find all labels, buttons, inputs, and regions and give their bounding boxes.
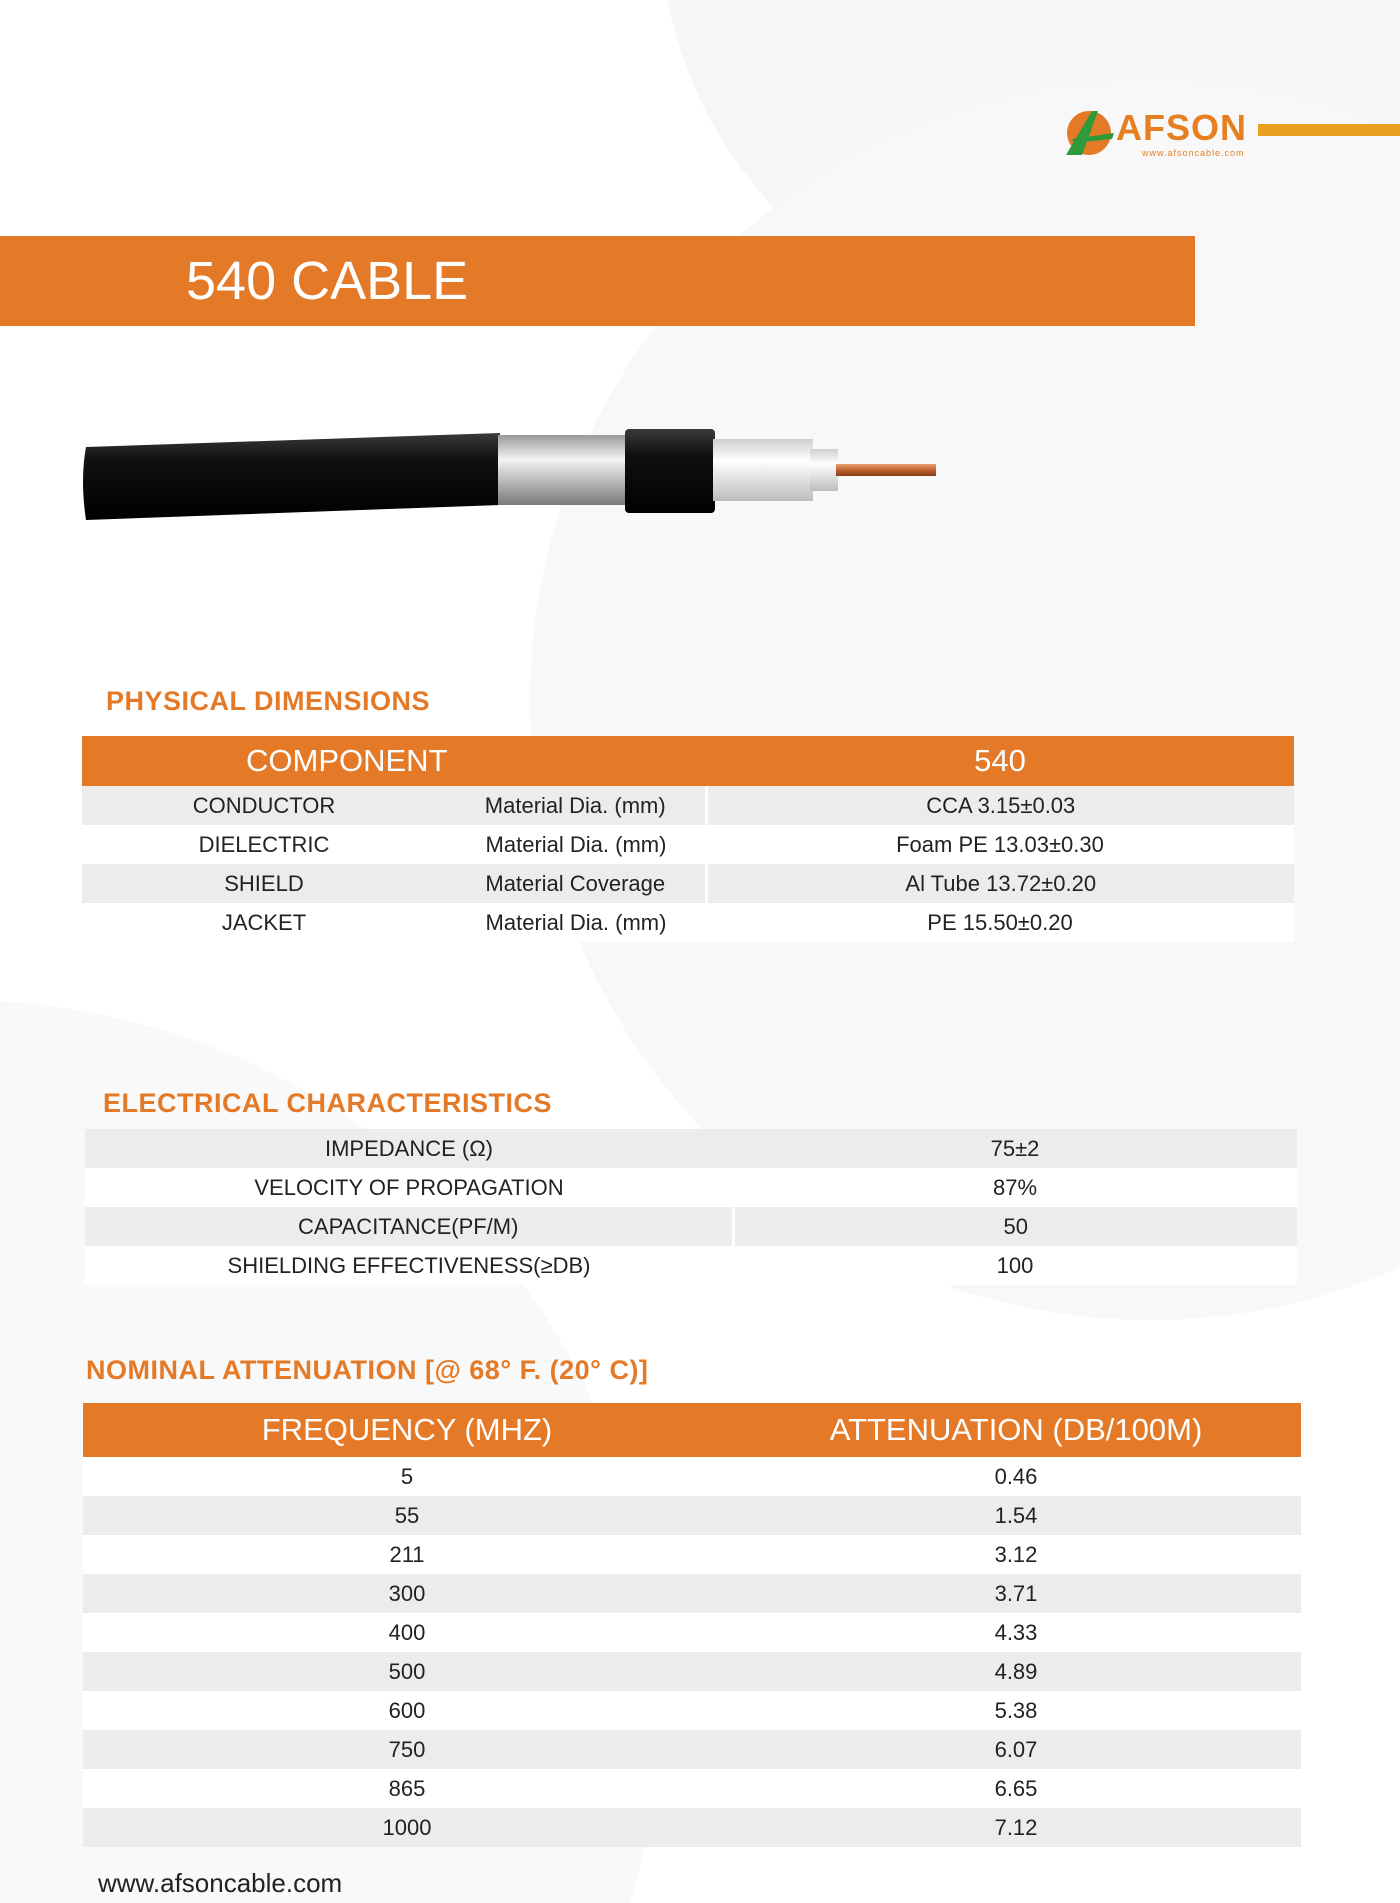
table-row: [83, 1769, 1301, 1808]
table-row: [83, 1652, 1301, 1691]
table-row: [83, 1457, 1301, 1496]
attenuation-cell: 4.89: [731, 1652, 1301, 1691]
component-column-header: COMPONENT: [82, 736, 706, 786]
attenuation-cell: 3.12: [731, 1535, 1301, 1574]
attenuation-cell: 0.46: [731, 1457, 1301, 1496]
property-cell: Material Coverage: [446, 864, 706, 903]
frequency-column-header: FREQUENCY (MHZ): [83, 1403, 731, 1457]
attenuation-table-header: [83, 1403, 1301, 1457]
attenuation-cell: 3.71: [731, 1574, 1301, 1613]
value-cell: PE 15.50±0.20: [706, 903, 1294, 942]
table-row: [85, 1207, 1297, 1246]
frequency-cell: 300: [83, 1574, 731, 1613]
table-row: [85, 1129, 1297, 1168]
value-cell: Foam PE 13.03±0.30: [706, 825, 1294, 864]
component-cell: SHIELD: [82, 864, 446, 903]
table-row: [83, 1496, 1301, 1535]
table-row: [83, 1535, 1301, 1574]
frequency-cell: 55: [83, 1496, 731, 1535]
electrical-characteristics-heading: ELECTRICAL CHARACTERISTICS: [103, 1088, 553, 1118]
property-cell: Material Dia. (mm): [446, 825, 706, 864]
electrical-characteristics-table: [85, 1129, 1297, 1285]
value-cell: 100: [733, 1246, 1297, 1285]
title-banner: [0, 236, 1195, 326]
property-cell: Material Dia. (mm): [446, 903, 706, 942]
attenuation-column-header: ATTENUATION (DB/100M): [731, 1403, 1301, 1457]
physical-table-header: [82, 736, 1294, 786]
page-title: 540 CABLE: [186, 251, 469, 311]
cable-image: [80, 425, 980, 535]
logo-mark-icon: [1062, 107, 1120, 159]
table-row: [83, 1613, 1301, 1652]
component-cell: DIELECTRIC: [82, 825, 446, 864]
physical-dimensions-heading: PHYSICAL DIMENSIONS: [106, 686, 431, 716]
physical-dimensions-table: [82, 736, 1294, 942]
attenuation-cell: 1.54: [731, 1496, 1301, 1535]
component-cell: CONDUCTOR: [82, 786, 446, 825]
frequency-cell: 211: [83, 1535, 731, 1574]
footer-website-link[interactable]: www.afsoncable.com: [98, 1868, 343, 1898]
table-row: [85, 1246, 1297, 1285]
value-cell: 50: [733, 1207, 1297, 1246]
frequency-cell: 600: [83, 1691, 731, 1730]
model-column-header: 540: [706, 736, 1294, 786]
value-cell: 87%: [733, 1168, 1297, 1207]
attenuation-cell: 6.65: [731, 1769, 1301, 1808]
attenuation-cell: 6.07: [731, 1730, 1301, 1769]
property-cell: Material Dia. (mm): [446, 786, 706, 825]
table-row: [82, 786, 1294, 825]
table-row: [83, 1808, 1301, 1847]
parameter-cell: SHIELDING EFFECTIVENESS(≥DB): [85, 1246, 733, 1285]
value-cell: Al Tube 13.72±0.20: [706, 864, 1294, 903]
parameter-cell: CAPACITANCE(PF/M): [85, 1207, 733, 1246]
table-row: [82, 825, 1294, 864]
frequency-cell: 750: [83, 1730, 731, 1769]
afson-logo: [1062, 105, 1247, 161]
parameter-cell: VELOCITY OF PROPAGATION: [85, 1168, 733, 1207]
frequency-cell: 5: [83, 1457, 731, 1496]
nominal-attenuation-heading: NOMINAL ATTENUATION [@ 68° F. (20° C)]: [86, 1355, 649, 1385]
frequency-cell: 400: [83, 1613, 731, 1652]
frequency-cell: 500: [83, 1652, 731, 1691]
table-row: [83, 1730, 1301, 1769]
value-cell: 75±2: [733, 1129, 1297, 1168]
frequency-cell: 865: [83, 1769, 731, 1808]
attenuation-table: [83, 1403, 1301, 1847]
table-row: [82, 864, 1294, 903]
component-cell: JACKET: [82, 903, 446, 942]
logo-subtext: www.afsoncable.com: [1142, 148, 1245, 158]
frequency-cell: 1000: [83, 1808, 731, 1847]
parameter-cell: IMPEDANCE (Ω): [85, 1129, 733, 1168]
table-row: [83, 1691, 1301, 1730]
attenuation-cell: 4.33: [731, 1613, 1301, 1652]
attenuation-cell: 7.12: [731, 1808, 1301, 1847]
table-row: [82, 903, 1294, 942]
table-row: [83, 1574, 1301, 1613]
logo-accent-bar: [1258, 124, 1400, 136]
table-row: [85, 1168, 1297, 1207]
logo-text: AFSON: [1116, 107, 1247, 148]
attenuation-cell: 5.38: [731, 1691, 1301, 1730]
value-cell: CCA 3.15±0.03: [706, 786, 1294, 825]
